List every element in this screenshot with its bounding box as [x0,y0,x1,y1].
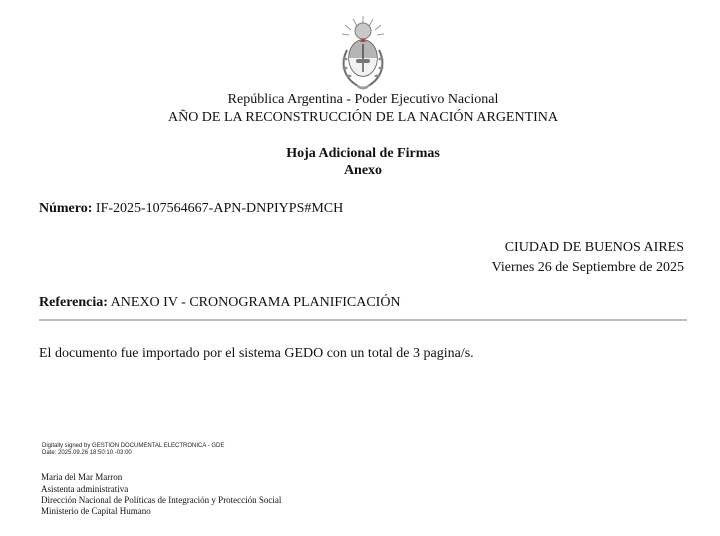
body-text: El documento fue importado por el sistema GEDO con un total de 3 pagina/s. [39,346,474,361]
digital-signature-by: Digitally signed by GESTION DOCUMENTAL ELECTRONICA - GDE [42,443,225,449]
signer-unit: Dirección Nacional de Políticas de Integración y Protección Social [41,495,282,505]
document-number [39,201,343,217]
header-year-motto: AÑO DE LA RECONSTRUCCIÓN DE LA NACIÓN ARGENTINA [167,110,559,125]
signer-ministry: Ministerio de Capital Humano [41,506,151,516]
document-title: Hoja Adicional de Firmas [286,146,440,161]
divider [39,319,687,321]
reference-label: Referencia: [39,295,108,310]
location-city: CIUDAD DE BUENOS AIRES [504,240,684,255]
header-issuer: República Argentina - Poder Ejecutivo Nacional [227,92,499,107]
document-number-value: IF-2025-107564667-APN-DNPIYPS#MCH [95,201,344,216]
document-number-label: Número: [39,201,93,216]
document-reference [39,295,401,311]
signer-role: Asistenta administrativa [41,484,129,494]
signer-name: Maria del Mar Marron [41,472,123,482]
document-subtitle: Anexo [343,163,383,178]
argentina-coat-of-arms-icon [336,14,390,92]
reference-value: ANEXO IV - CRONOGRAMA PLANIFICACIÓN [110,295,401,310]
digital-signature-date: Date: 2025.09.26 18:50:10 -03:00 [42,450,132,456]
document-date: Viernes 26 de Septiembre de 2025 [491,260,684,275]
